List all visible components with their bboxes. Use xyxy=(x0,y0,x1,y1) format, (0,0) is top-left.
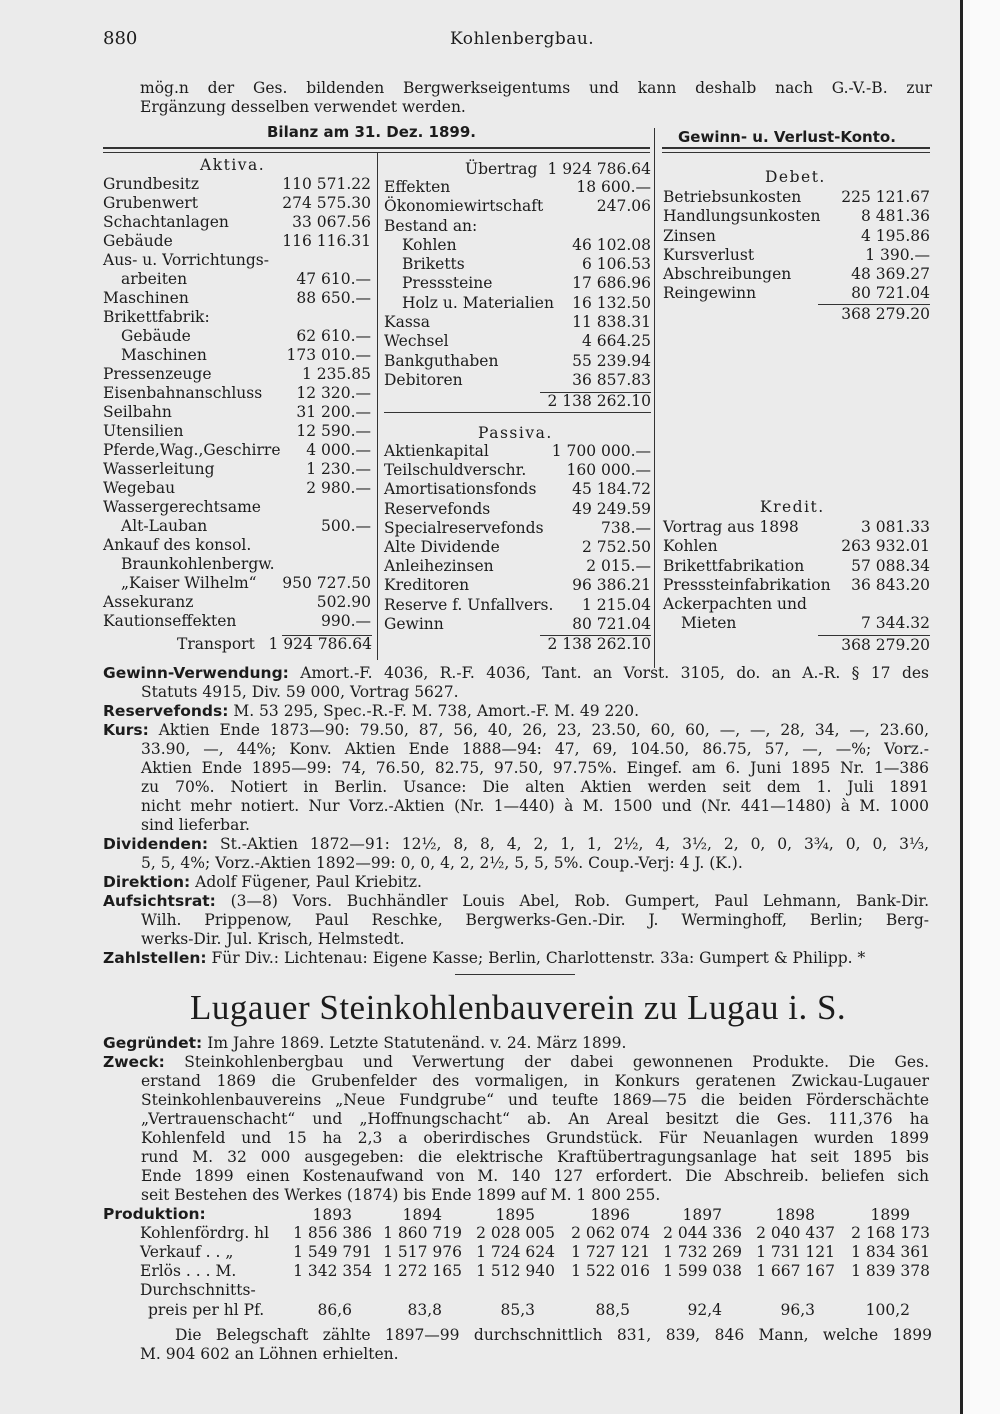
ledger-label: Wassergerechtsame xyxy=(103,498,261,516)
ledger-row xyxy=(103,289,371,308)
ledger-row xyxy=(384,480,651,499)
ledger-label: Presssteine xyxy=(402,274,493,293)
ledger-value: 738.— xyxy=(600,518,651,537)
ledger-label: Reingewinn xyxy=(663,284,757,303)
prod-cell: 2 062 074 xyxy=(571,1224,650,1242)
prod-cell: 1 834 361 xyxy=(851,1243,930,1261)
ledger-label: Grundbesitz xyxy=(103,175,200,193)
avg-cell: 88,5 xyxy=(595,1301,630,1319)
avg-cell: 85,3 xyxy=(500,1301,535,1319)
ledger-row xyxy=(384,557,651,576)
ledger-row xyxy=(663,188,930,207)
passiva-rule xyxy=(384,412,651,413)
ledger-row xyxy=(384,178,651,197)
prod-cell: 2 040 437 xyxy=(756,1224,835,1242)
note-text: Adolf Fügener, Paul Kriebitz. xyxy=(190,873,422,891)
uebertrag-label: Übertrag xyxy=(465,160,538,178)
gegruendet: Gegründet: Im Jahre 1869. Letzte Statutenänd. v. 24. März 1899. xyxy=(103,1034,627,1052)
ledger-row xyxy=(663,614,930,633)
note-block xyxy=(103,892,929,949)
ledger-row xyxy=(103,346,371,365)
running-head: Kohlenbergbau. xyxy=(450,29,595,49)
year-header: 1896 xyxy=(590,1206,630,1224)
aktiva-list xyxy=(103,175,371,631)
ledger-value: 950 727.50 xyxy=(282,574,371,592)
year-header: 1894 xyxy=(402,1206,442,1224)
note-text: Aktien Ende 1873—90: 79.50, 87, 56, 40, 26, 23, 23.50, 60, 60, —, —, 28, 34, —, 23.60, xyxy=(148,721,929,739)
note-line: Wilh. Prippenow, Paul Reschke, Bergwerks-Gen.-Dir. J. Werminghoff, Berlin; Berg- xyxy=(141,911,929,929)
kredit-list xyxy=(663,518,930,634)
ledger-label: Amortisationsfonds xyxy=(384,480,537,499)
aktiva-cont-list xyxy=(384,178,651,390)
ledger-value: 36 843.20 xyxy=(851,575,930,594)
ledger-label: Anleihezinsen xyxy=(384,557,494,576)
ledger-value: 8 481.36 xyxy=(860,207,930,226)
year-header: 1897 xyxy=(682,1206,722,1224)
note-line: sind lieferbar. xyxy=(141,816,250,834)
prod-cell: 1 667 167 xyxy=(756,1262,835,1280)
ledger-row xyxy=(384,442,651,461)
ledger-row xyxy=(384,519,651,538)
bilanz-title: Bilanz am 31. Dez. 1899. xyxy=(267,123,476,141)
ledger-row xyxy=(103,574,371,593)
ledger-label: Teilschuldverschr. xyxy=(384,461,527,480)
avg-cell: 86,6 xyxy=(317,1301,352,1319)
note-text: Amort.-F. 4036, R.-F. 4036, Tant. an Vorst. 3105, do. an A.-R. § 17 des xyxy=(288,664,929,682)
avg-cell: 96,3 xyxy=(780,1301,815,1319)
ledger-row xyxy=(663,595,930,614)
kredit-total: 368 279.20 xyxy=(841,636,930,654)
ledger-value: 1 215.04 xyxy=(581,595,651,614)
prod-cell: 1 856 386 xyxy=(293,1224,372,1242)
ledger-label: Holz u. Materialien xyxy=(402,293,554,312)
ledger-value: 96 386.21 xyxy=(572,576,651,595)
ledger-value: 110 571.22 xyxy=(282,175,371,193)
prod-row-label: Kohlenfördrg. hl xyxy=(140,1224,270,1242)
note-label: Reservefonds: xyxy=(103,702,229,720)
ledger-row xyxy=(663,246,930,265)
note-block xyxy=(103,873,929,892)
ledger-value: 88 650.— xyxy=(296,289,371,307)
ledger-row xyxy=(103,175,371,194)
ledger-value: 47 610.— xyxy=(296,270,371,288)
ledger-label: Betriebsunkosten xyxy=(663,188,802,206)
ledger-row xyxy=(103,365,371,384)
prod-cell: 1 342 354 xyxy=(293,1262,372,1280)
guv-rule-2 xyxy=(662,152,930,153)
ledger-value: 116 116.31 xyxy=(282,232,371,250)
ledger-row xyxy=(103,270,371,289)
ledger-row xyxy=(103,441,371,460)
ledger-label: Wasserleitung xyxy=(103,460,215,478)
ledger-row xyxy=(103,327,371,346)
year-header: 1893 xyxy=(312,1206,352,1224)
passiva-heading: Passiva. xyxy=(478,424,553,442)
note-line: Aktien Ende 1895—99: 74, 76.50, 82.75, 97.50, 97.75%. Eingef. am 6. Juni 1895 Nr. 1—386 xyxy=(141,759,929,777)
note-line xyxy=(103,835,929,854)
note-line xyxy=(103,892,929,911)
passiva-list xyxy=(384,442,651,634)
ledger-row xyxy=(384,352,651,371)
ledger-label: Maschinen xyxy=(121,346,207,364)
ledger-value: 1 700 000.— xyxy=(551,442,651,460)
note-line xyxy=(103,949,929,968)
company-title: Lugauer Steinkohlenbauverein zu Lugau i. S. xyxy=(190,988,847,1027)
note-line xyxy=(103,721,929,740)
ledger-label: Bestand an: xyxy=(384,216,478,235)
ledger-row xyxy=(103,612,371,631)
ledger-row xyxy=(384,274,651,293)
prod-cell: 2 044 336 xyxy=(663,1224,742,1242)
ledger-row xyxy=(384,313,651,332)
ledger-row xyxy=(663,265,930,284)
zweck-text: Zweck: Steinkohlenbergbau und Verwertung der dabei gewonnenen Produkte. Die Ges. erstand 1869 die Grubenfelder des vormaligen, in Konkurs geratenen Zwickau-Lugauer Steinkohlenbauvereins „Neue Fundgrube“ und teufte 1869—75 die beiden Förderschächte „Vertrauenschacht“ und „Hoffnungschacht“ ab. An Areal besitzt die Ges. 111,376 ha Kohlenfeld und 15 ha 2,3 a oberirdisches Grundstück. Für Neuanlagen wurden 1899 rund M. 32 000 ausgegeben: die elektrische Kraftübertragungsanlage hat seit 1895 bis Ende 1899 einen Kostenaufwand von M. 140 127 erfordert. Die Abschreib. beliefen sich seit Bestehen des Werkes (1874) bis Ende 1899 auf M. 1 800 255. xyxy=(103,1053,929,1204)
prod-cell: 1 272 165 xyxy=(383,1262,462,1280)
ledger-value: 2 015.— xyxy=(586,557,651,576)
ledger-value: 247.06 xyxy=(596,197,651,216)
ledger-value: 7 344.32 xyxy=(860,614,930,633)
ledger-row xyxy=(384,197,651,216)
ledger-value: 80 721.04 xyxy=(851,284,930,303)
ledger-value: 31 200.— xyxy=(296,403,371,421)
note-text: M. 53 295, Spec.-R.-F. M. 738, Amort.-F. M. 49 220. xyxy=(228,702,640,720)
ledger-label: Effekten xyxy=(384,178,451,196)
ledger-value: 16 132.50 xyxy=(572,293,651,312)
prod-cell: 2 028 005 xyxy=(476,1224,555,1242)
avg-cell: 83,8 xyxy=(407,1301,442,1319)
ledger-label: Maschinen xyxy=(103,289,189,307)
ledger-label: Pressenzeuge xyxy=(103,365,212,383)
debet-heading: Debet. xyxy=(765,168,826,186)
note-label: Direktion: xyxy=(103,873,191,891)
note-line: Statuts 4915, Div. 59 000, Vortrag 5627. xyxy=(141,683,459,701)
prod-cell: 1 839 378 xyxy=(851,1262,930,1280)
ledger-label: Eisenbahnanschluss xyxy=(103,384,263,402)
closing-text: Die Belegschaft zählte 1897—99 durchschnittlich 831, 839, 846 Mann, welche 1899 M. 904 602 an Löhnen erhielten. xyxy=(140,1326,932,1363)
ledger-value: 18 600.— xyxy=(576,178,651,196)
note-block xyxy=(103,835,929,873)
guv-divider xyxy=(654,128,655,668)
prod-cell: 1 727 121 xyxy=(571,1243,650,1261)
ledger-label: Kursverlust xyxy=(663,245,755,264)
ledger-label: Bankguthaben xyxy=(384,351,499,370)
ledger-label: Handlungsunkosten xyxy=(663,207,821,226)
ledger-value: 502.90 xyxy=(316,593,371,611)
ledger-row xyxy=(663,576,930,595)
ledger-value: 225 121.67 xyxy=(841,188,930,206)
ledger-label: Reserve f. Unfallvers. xyxy=(384,595,554,614)
ledger-label: Ankauf des konsol. xyxy=(103,536,252,554)
kredit-heading: Kredit. xyxy=(760,498,825,516)
prod-cell: 1 860 719 xyxy=(383,1224,462,1242)
prod-cell: 1 549 791 xyxy=(293,1243,372,1261)
ledger-row xyxy=(384,217,651,236)
ledger-label: Aus- u. Vorrichtungs- xyxy=(103,251,269,269)
ledger-value: 2 980.— xyxy=(306,479,371,497)
year-header: 1899 xyxy=(870,1206,910,1224)
prod-cell: 1 731 121 xyxy=(756,1243,835,1261)
prod-row-label: Erlös . . . M. xyxy=(140,1262,237,1280)
ledger-value: 1 230.— xyxy=(306,460,371,478)
ledger-label: Kohlen xyxy=(663,537,718,556)
ledger-value: 6 106.53 xyxy=(581,255,651,274)
ledger-row xyxy=(384,461,651,480)
ledger-row xyxy=(663,557,930,576)
ledger-row xyxy=(384,596,651,615)
avg-label-1: Durchschnitts- xyxy=(140,1281,256,1299)
ledger-row xyxy=(103,213,371,232)
note-line: 5, 5, 4%; Vorz.-Aktien 1892—99: 0, 0, 4, 2, 2½, 5, 5, 5%. Coup.-Verj: 4 J. (K.). xyxy=(141,854,743,872)
note-block xyxy=(103,702,929,721)
note-label: Dividenden: xyxy=(103,835,209,853)
ledger-value: 500.— xyxy=(320,517,371,535)
ledger-row xyxy=(103,555,371,574)
ledger-label: Wechsel xyxy=(384,332,449,351)
avg-label-2: preis per hl Pf. xyxy=(148,1301,265,1319)
ledger-value: 49 249.59 xyxy=(572,499,651,518)
ledger-label: Utensilien xyxy=(103,422,184,440)
ledger-value: 17 686.96 xyxy=(572,274,651,293)
uebertrag-value: 1 924 786.64 xyxy=(547,160,651,178)
ledger-label: Wegebau xyxy=(103,479,176,497)
ledger-row xyxy=(103,308,371,327)
note-label: Aufsichtsrat: xyxy=(103,892,216,910)
ledger-value: 4 000.— xyxy=(306,441,371,459)
note-label: Kurs: xyxy=(103,721,149,739)
guv-rule xyxy=(662,147,930,149)
ledger-row xyxy=(103,517,371,536)
ledger-value: 36 857.83 xyxy=(572,370,651,389)
note-label: Gewinn-Verwendung: xyxy=(103,664,289,682)
ledger-value: 160 000.— xyxy=(566,461,651,480)
ledger-label: Kautionseffekten xyxy=(103,612,237,630)
avg-cell: 92,4 xyxy=(687,1301,722,1319)
ledger-row xyxy=(103,251,371,270)
note-line: 33.90, —, 44%; Konv. Aktien Ende 1888—94: 47, 69, 104.50, 86.75, 57, —, —%; Vorz.- xyxy=(141,740,929,758)
prod-cell: 1 724 624 xyxy=(476,1243,555,1261)
ledger-row xyxy=(663,537,930,556)
note-text: Für Div.: Lichtenau: Eigene Kasse; Berlin, Charlottenstr. 33a: Gumpert & Philipp. * xyxy=(206,949,866,967)
ledger-row xyxy=(663,284,930,303)
ledger-value: 80 721.04 xyxy=(572,614,651,633)
ledger-label: Kohlen xyxy=(402,235,457,254)
year-header: 1898 xyxy=(775,1206,815,1224)
aktiva-heading: Aktiva. xyxy=(200,156,266,174)
transport-value: 1 924 786.64 xyxy=(268,635,372,653)
ledger-label: Ökonomiewirtschaft xyxy=(384,197,544,216)
debet-list xyxy=(663,188,930,304)
ledger-label: Gebäude xyxy=(121,327,191,345)
ledger-value: 33 067.56 xyxy=(292,213,371,231)
ledger-label: Grubenwert xyxy=(103,194,198,212)
ledger-row xyxy=(384,576,651,595)
ledger-label: Gewinn xyxy=(384,614,444,633)
prod-cell: 1 522 016 xyxy=(571,1262,650,1280)
ledger-row xyxy=(384,538,651,557)
notes-block xyxy=(103,664,929,968)
ledger-row xyxy=(384,500,651,519)
ledger-row xyxy=(103,460,371,479)
ledger-row xyxy=(103,232,371,251)
ledger-value: 3 081.33 xyxy=(860,518,930,536)
ledger-value: 48 369.27 xyxy=(851,265,930,284)
intro-text: mög.n der Ges. bildenden Bergwerkseigentums und kann deshalb nach G.-V.-B. zur Ergänzung desselben verwendet werden. xyxy=(140,79,932,116)
ledger-value: 45 184.72 xyxy=(572,480,651,499)
page-number: 880 xyxy=(103,28,138,49)
ledger-label: Assekuranz xyxy=(103,593,194,611)
ledger-value: 12 320.— xyxy=(296,384,371,402)
ledger-label: Kreditoren xyxy=(384,576,470,595)
ledger-row xyxy=(103,536,371,555)
note-line: zu 70%. Notiert in Berlin. Usance: Die alten Aktien werden seit dem 1. Juli 1891 xyxy=(141,778,929,796)
ledger-row xyxy=(663,227,930,246)
guv-title: Gewinn- u. Verlust-Konto. xyxy=(678,128,896,146)
note-line: nicht mehr notiert. Nur Vorz.-Aktien (Nr. 1—440) à M. 1500 und (Nr. 441—1480) à M. 1000 xyxy=(141,797,929,815)
note-block xyxy=(103,721,929,835)
ledger-label: Pferde,Wag.,Geschirre xyxy=(103,441,281,459)
produktion-label: Produktion: xyxy=(103,1205,206,1223)
prod-cell: 1 732 269 xyxy=(663,1243,742,1261)
ledger-label: Aktienkapital xyxy=(384,442,489,460)
ledger-row xyxy=(103,498,371,517)
transport-label: Transport xyxy=(177,635,255,653)
ledger-label: Gebäude xyxy=(103,232,173,250)
ledger-value: 173 010.— xyxy=(286,346,371,364)
ledger-row xyxy=(384,371,651,390)
ledger-label: Briketts xyxy=(402,255,465,274)
ledger-row xyxy=(103,593,371,612)
ledger-label: Mieten xyxy=(681,614,737,633)
note-label: Zahlstellen: xyxy=(103,949,207,967)
ledger-label: Presssteinfabrikation xyxy=(663,575,831,594)
note-text: (3—8) Vors. Buchhändler Louis Abel, Rob. Gumpert, Paul Lehmann, Bank-Dir. xyxy=(215,892,929,910)
ledger-label: Brikettfabrikation xyxy=(663,556,805,575)
ledger-value: 46 102.08 xyxy=(572,235,651,254)
note-line xyxy=(103,664,929,683)
ledger-label: Ackerpachten und xyxy=(663,595,807,614)
prod-cell: 2 168 173 xyxy=(851,1224,930,1242)
ledger-value: 274 575.30 xyxy=(282,194,371,212)
ledger-row xyxy=(384,332,651,351)
ledger-row xyxy=(663,518,930,537)
year-header: 1895 xyxy=(495,1206,535,1224)
section-separator xyxy=(455,974,575,975)
ledger-value: 4 664.25 xyxy=(581,332,651,351)
ledger-value: 263 932.01 xyxy=(841,537,930,556)
avg-cell: 100,2 xyxy=(865,1301,910,1319)
ledger-label: Kassa xyxy=(384,313,430,332)
ledger-value: 62 610.— xyxy=(296,327,371,345)
note-block xyxy=(103,664,929,702)
note-line xyxy=(103,873,929,892)
debet-total: 368 279.20 xyxy=(841,305,930,323)
ledger-row xyxy=(103,384,371,403)
ledger-label: „Kaiser Wilhelm“ xyxy=(121,574,257,592)
ledger-label: Alt-Lauban xyxy=(121,517,208,535)
prod-cell: 1 512 940 xyxy=(476,1262,555,1280)
ledger-value: 990.— xyxy=(320,612,371,630)
prod-cell: 1 517 976 xyxy=(383,1243,462,1261)
ledger-row xyxy=(103,479,371,498)
note-line xyxy=(103,702,929,721)
page-edge xyxy=(960,0,1000,1414)
ledger-label: Abschreibungen xyxy=(663,265,792,284)
ledger-value: 2 752.50 xyxy=(581,537,651,556)
ledger-label: Brikettfabrik: xyxy=(103,308,210,326)
note-line: werks-Dir. Jul. Krisch, Helmstedt. xyxy=(141,930,405,948)
aktiva-total: 2 138 262.10 xyxy=(547,392,651,410)
ledger-label: Debitoren xyxy=(384,370,463,389)
ledger-row xyxy=(103,403,371,422)
ledger-value: 1 390.— xyxy=(865,245,930,264)
ledger-row xyxy=(103,422,371,441)
ledger-label: Vortrag aus 1898 xyxy=(663,518,799,536)
ledger-value: 12 590.— xyxy=(296,422,371,440)
ledger-row xyxy=(384,236,651,255)
ledger-label: Alte Dividende xyxy=(384,537,500,556)
ledger-row xyxy=(384,615,651,634)
prod-row-label: Verkauf . . „ xyxy=(140,1243,234,1261)
note-text: St.-Aktien 1872—91: 12½, 8, 8, 4, 2, 1, 1, 2½, 4, 3½, 2, 0, 0, 3¾, 0, 0, 3⅓, xyxy=(208,835,929,853)
ledger-value: 57 088.34 xyxy=(851,556,930,575)
ledger-label: arbeiten xyxy=(121,270,188,288)
ledger-row xyxy=(103,194,371,213)
bilanz-divider xyxy=(377,152,378,660)
ledger-row xyxy=(663,207,930,226)
ledger-label: Reservefonds xyxy=(384,499,491,518)
ledger-value: 55 239.94 xyxy=(572,351,651,370)
note-block xyxy=(103,949,929,968)
ledger-label: Zinsen xyxy=(663,226,716,245)
ledger-row xyxy=(384,294,651,313)
ledger-value: 1 235.85 xyxy=(301,365,371,383)
prod-cell: 1 599 038 xyxy=(663,1262,742,1280)
ledger-value: 11 838.31 xyxy=(572,313,651,332)
ledger-label: Seilbahn xyxy=(103,403,172,421)
bilanz-rule xyxy=(103,147,650,149)
ledger-label: Braunkohlenbergw. xyxy=(121,555,275,573)
passiva-total: 2 138 262.10 xyxy=(547,635,651,653)
ledger-row xyxy=(384,255,651,274)
ledger-label: Specialreservefonds xyxy=(384,518,544,537)
ledger-label: Schachtanlagen xyxy=(103,213,229,231)
ledger-value: 4 195.86 xyxy=(860,226,930,245)
